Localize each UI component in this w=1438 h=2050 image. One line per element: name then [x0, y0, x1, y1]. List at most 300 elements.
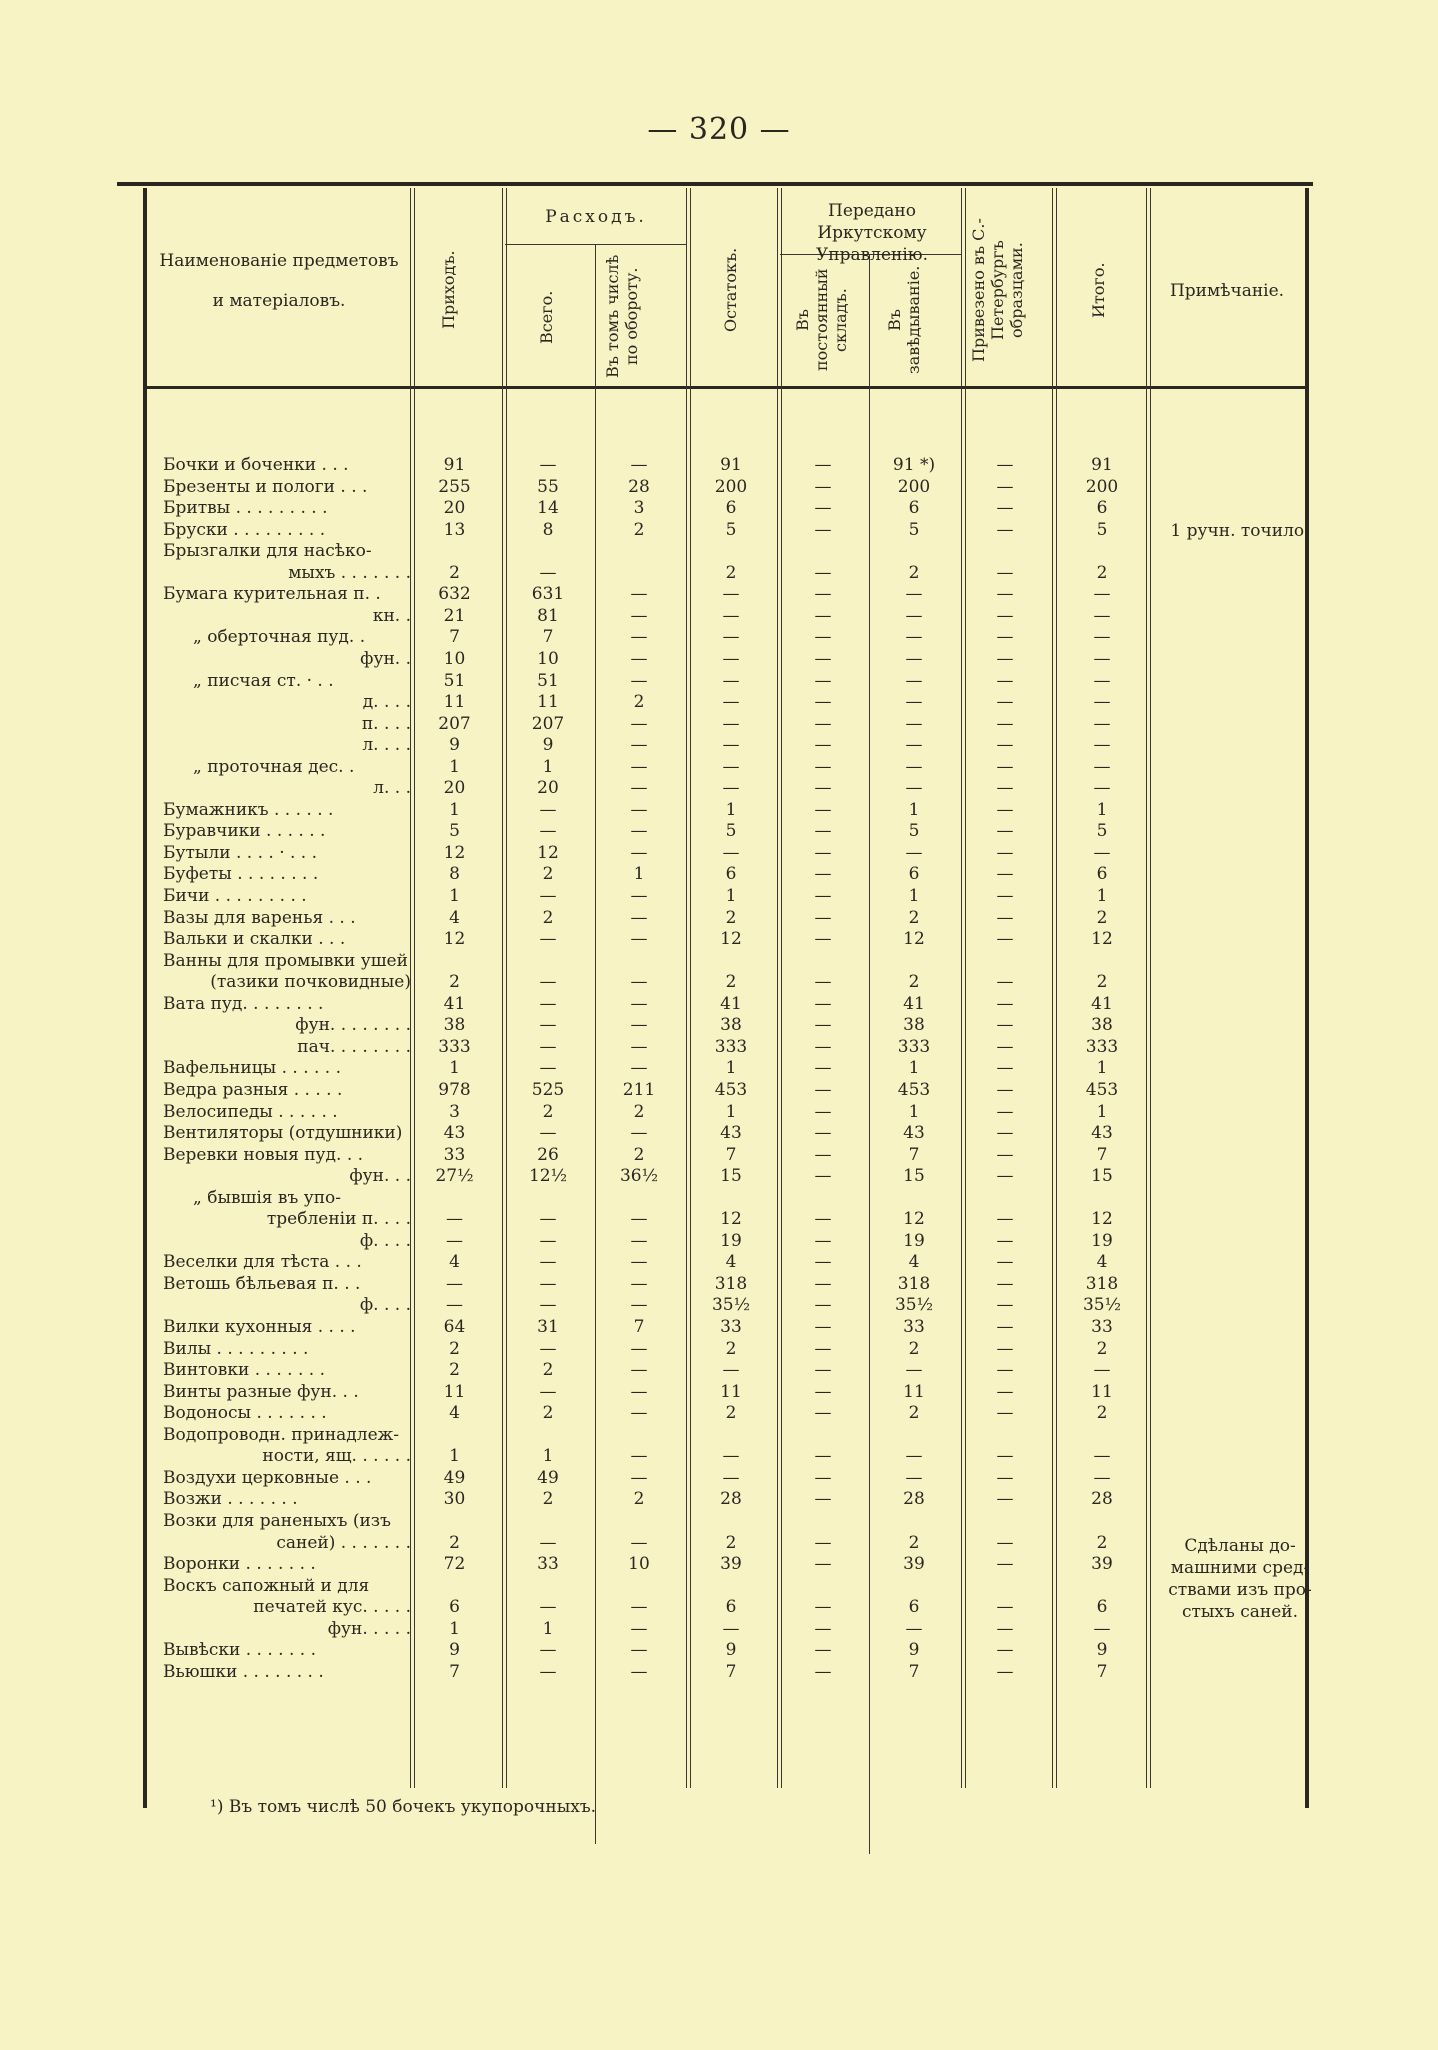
table-cell: —: [996, 1036, 1014, 1057]
item-name: Воскъ сапожный и для: [163, 1575, 370, 1596]
table-cell: —: [630, 821, 648, 842]
table-cell: 43: [720, 1123, 742, 1144]
item-name: Бритвы . . . . . . . . .: [163, 498, 328, 519]
table-cell: 30: [443, 1489, 466, 1510]
item-name: Бруски . . . . . . . . .: [163, 519, 326, 540]
table-cell: —: [630, 1661, 648, 1682]
table-cell: —: [996, 1273, 1014, 1294]
table-row: [0, 1360, 1438, 1381]
table-cell: 2: [908, 907, 920, 928]
table-cell: 6: [1096, 864, 1108, 885]
table-cell: —: [814, 1209, 832, 1230]
table-cell: —: [996, 519, 1014, 540]
table-cell: —: [996, 1618, 1014, 1639]
table-cell: 10: [537, 648, 559, 669]
table-cell: —: [630, 584, 648, 605]
table-cell: —: [814, 519, 832, 540]
item-name: Вывѣски . . . . . . .: [163, 1640, 316, 1661]
table-cell: —: [630, 1597, 648, 1618]
table-cell: 20: [443, 498, 466, 519]
table-row: [0, 908, 1438, 929]
table-cell: 19: [720, 1230, 742, 1251]
table-cell: 35½: [894, 1295, 934, 1316]
table-cell: —: [814, 886, 832, 906]
table-cell: 2: [542, 1489, 554, 1510]
item-name: Возки для раненыхъ (изъ: [163, 1510, 391, 1531]
table-cell: —: [630, 605, 648, 626]
table-cell: —: [814, 1661, 832, 1682]
table-cell: —: [814, 1252, 832, 1273]
table-cell: 11: [903, 1381, 925, 1402]
table-cell: 11: [443, 1381, 466, 1402]
table-cell: —: [539, 455, 557, 475]
table-cell: —: [996, 648, 1014, 669]
table-cell: —: [996, 907, 1014, 928]
table-cell: 7: [449, 1661, 460, 1682]
item-name: Ванны для промывки ушей: [163, 950, 408, 971]
table-cell: 1: [542, 1618, 554, 1639]
table-cell: —: [814, 1273, 832, 1294]
table-cell: —: [905, 648, 923, 669]
item-name: Вентиляторы (отдушники): [163, 1123, 403, 1144]
item-name: л. . .: [373, 778, 411, 799]
table-cell: —: [1093, 692, 1111, 713]
table-cell: 2: [449, 1532, 460, 1553]
table-cell: 9: [542, 735, 554, 756]
table-cell: 35½: [711, 1295, 751, 1316]
table-cell: —: [814, 907, 832, 928]
table-cell: 2: [1096, 562, 1108, 583]
table-cell: 12: [537, 842, 559, 863]
table-cell: —: [814, 756, 832, 777]
table-cell: —: [814, 627, 832, 648]
table-cell: —: [996, 1597, 1014, 1618]
table-cell: —: [814, 1123, 832, 1144]
table-cell: 12: [443, 929, 466, 950]
header-rule: [143, 386, 1309, 389]
table-cell: —: [814, 1640, 832, 1661]
table-cell: 38: [443, 1015, 466, 1036]
table-cell: 4: [449, 907, 460, 928]
item-name: „ проточная дес. .: [193, 756, 355, 777]
table-cell: —: [814, 821, 832, 842]
table-cell: 6: [725, 1597, 737, 1618]
table-row: [0, 1403, 1438, 1424]
table-cell: —: [539, 562, 557, 583]
table-cell: 35½: [1082, 1295, 1122, 1316]
v-zavedyvanie-header: Въ завѣдываніе.: [885, 265, 923, 375]
table-cell: —: [905, 670, 923, 691]
table-cell: —: [1093, 1467, 1111, 1488]
table-cell: 6: [908, 864, 920, 885]
table-cell: —: [996, 929, 1014, 950]
table-cell: —: [905, 842, 923, 863]
table-cell: 28: [903, 1489, 925, 1510]
table-cell: —: [996, 993, 1014, 1014]
table-cell: —: [996, 1079, 1014, 1100]
table-cell: 26: [537, 1144, 559, 1165]
table-cell: 1: [449, 886, 460, 906]
table-cell: 2: [542, 1403, 554, 1424]
table-cell: 2: [1096, 1532, 1108, 1553]
table-cell: 7: [449, 627, 460, 648]
table-cell: 2: [1096, 1403, 1108, 1424]
item-name: Бумага курительная п. .: [163, 584, 381, 605]
table-cell: —: [539, 1058, 557, 1079]
table-cell: 1: [449, 799, 460, 820]
table-cell: —: [996, 1123, 1014, 1144]
table-cell: 12: [720, 1209, 742, 1230]
table-cell: 2: [908, 1403, 920, 1424]
table-cell: 2: [633, 1489, 645, 1510]
item-name: Вата пуд. . . . . . . .: [163, 993, 324, 1014]
table-cell: —: [630, 713, 648, 734]
table-cell: 6: [908, 498, 920, 519]
table-cell: —: [905, 713, 923, 734]
table-cell: —: [996, 886, 1014, 906]
table-cell: —: [1093, 627, 1111, 648]
table-row: [0, 1037, 1438, 1058]
table-cell: —: [630, 648, 648, 669]
item-name: саней) . . . . . . .: [276, 1532, 411, 1553]
item-name: печатей кус. . . . .: [253, 1597, 411, 1618]
table-cell: 978: [438, 1079, 471, 1100]
table-cell: 1: [449, 1446, 460, 1467]
table-cell: —: [446, 1295, 463, 1316]
table-cell: —: [996, 670, 1014, 691]
table-cell: —: [446, 1230, 463, 1251]
table-cell: —: [1093, 778, 1111, 799]
table-cell: —: [539, 993, 557, 1014]
table-cell: —: [996, 498, 1014, 519]
table-cell: —: [722, 1446, 740, 1467]
table-cell: —: [996, 627, 1014, 648]
table-cell: 5: [1096, 519, 1108, 540]
table-cell: —: [996, 1446, 1014, 1467]
table-cell: 6: [1096, 1597, 1108, 1618]
table-cell: —: [996, 455, 1014, 475]
item-name: Бочки и боченки . . .: [163, 455, 349, 475]
table-cell: 2: [449, 972, 460, 993]
table-cell: 33: [720, 1317, 742, 1337]
table-cell: —: [1093, 648, 1111, 669]
table-cell: —: [722, 605, 740, 626]
table-cell: —: [996, 1295, 1014, 1316]
item-name: ф. . . .: [359, 1295, 411, 1316]
table-row: [0, 1640, 1438, 1661]
table-cell: —: [996, 1338, 1014, 1359]
table-cell: —: [814, 1467, 832, 1488]
table-cell: —: [996, 1252, 1014, 1273]
table-cell: 1: [1096, 799, 1108, 820]
name-column-header: [149, 250, 409, 312]
table-cell: —: [996, 1166, 1014, 1187]
item-name: Воздухи церковные . . .: [163, 1467, 372, 1488]
table-cell: —: [814, 778, 832, 799]
item-name: фун. . . . . . . .: [295, 1015, 411, 1036]
table-cell: —: [630, 735, 648, 756]
table-cell: —: [814, 799, 832, 820]
table-cell: —: [905, 605, 923, 626]
table-cell: 2: [449, 1360, 460, 1381]
item-name: Вилки кухонныя . . . .: [163, 1317, 356, 1337]
item-name: Вилы . . . . . . . . .: [163, 1338, 309, 1359]
item-name: Воронки . . . . . . .: [163, 1554, 316, 1575]
table-cell: 8: [449, 864, 460, 885]
table-cell: —: [905, 584, 923, 605]
table-cell: —: [996, 735, 1014, 756]
table-cell: —: [722, 648, 740, 669]
page-number: — 320 —: [647, 112, 791, 147]
table-row: [0, 994, 1438, 1015]
table-cell: 81: [537, 605, 559, 626]
table-cell: 2: [633, 692, 645, 713]
table-row: [0, 649, 1438, 670]
item-name: Вьюшки . . . . . . . .: [163, 1661, 324, 1682]
table-cell: —: [539, 821, 557, 842]
table-cell: —: [1093, 670, 1111, 691]
table-cell: —: [814, 1618, 832, 1639]
table-cell: 12: [443, 842, 466, 863]
table-cell: 5: [908, 519, 920, 540]
table-cell: 318: [897, 1273, 931, 1294]
table-row: [0, 1145, 1438, 1166]
table-cell: —: [722, 692, 740, 713]
table-cell: 7: [1096, 1661, 1108, 1682]
table-cell: —: [722, 1467, 740, 1488]
table-cell: 12: [1091, 929, 1113, 950]
table-cell: —: [996, 713, 1014, 734]
table-row: [0, 541, 1438, 562]
table-cell: —: [814, 1015, 832, 1036]
item-name: л. . . .: [362, 735, 411, 756]
table-cell: —: [905, 778, 923, 799]
item-name: д. . . .: [362, 692, 411, 713]
table-row: [0, 929, 1438, 950]
item-name: „ бывшія въ упо-: [193, 1187, 342, 1208]
table-cell: 5: [449, 821, 460, 842]
table-cell: 2: [908, 1338, 920, 1359]
table-cell: —: [630, 1403, 648, 1424]
table-cell: —: [814, 1532, 832, 1553]
privezeno-header: Привезено въ С.-Петербургъ образцами.: [969, 218, 1026, 362]
item-name: п. . . .: [361, 713, 411, 734]
table-cell: —: [996, 1640, 1014, 1661]
table-cell: —: [630, 1446, 648, 1467]
table-cell: 453: [897, 1079, 931, 1100]
table-cell: 2: [542, 864, 554, 885]
table-cell: —: [814, 1101, 832, 1122]
table-cell: —: [539, 1338, 557, 1359]
table-cell: 2: [725, 1338, 737, 1359]
table-cell: —: [630, 455, 648, 475]
table-cell: 4: [725, 1252, 737, 1273]
table-cell: —: [722, 584, 740, 605]
table-cell: —: [996, 864, 1014, 885]
table-cell: —: [539, 1252, 557, 1273]
name-header-line: и матеріаловъ.: [212, 291, 346, 311]
table-cell: —: [996, 692, 1014, 713]
item-name: ф. . . .: [359, 1230, 411, 1251]
table-cell: 631: [531, 584, 565, 605]
raskhod-header: Расходъ.: [545, 207, 647, 227]
table-cell: —: [630, 1058, 648, 1079]
table-cell: —: [722, 842, 740, 863]
table-row: [0, 1102, 1438, 1123]
table-cell: 318: [1085, 1273, 1119, 1294]
table-cell: 1: [542, 756, 554, 777]
table-row: [0, 627, 1438, 648]
table-cell: —: [814, 476, 832, 497]
table-cell: 2: [1096, 972, 1108, 993]
table-cell: 7: [908, 1144, 920, 1165]
table-cell: 207: [531, 713, 565, 734]
table-cell: —: [630, 1230, 648, 1251]
item-name: фун. . .: [349, 1166, 411, 1187]
table-cell: —: [722, 627, 740, 648]
table-row: [0, 584, 1438, 605]
primechanie-header: Примѣчаніе.: [1169, 281, 1285, 301]
table-cell: —: [814, 972, 832, 993]
table-row: [0, 563, 1438, 584]
table-cell: 1: [725, 799, 737, 820]
top-rule: [117, 182, 1313, 186]
table-cell: 49: [537, 1467, 559, 1488]
table-row: [0, 1468, 1438, 1489]
table-cell: 20: [443, 778, 466, 799]
table-row: [0, 1662, 1438, 1683]
note-line: Сдѣланы до-: [1184, 1535, 1296, 1556]
table-cell: —: [630, 778, 648, 799]
note-line: 1 ручн. точило.: [1170, 520, 1310, 541]
table-cell: —: [1093, 1618, 1111, 1639]
table-cell: —: [630, 1273, 648, 1294]
table-cell: —: [814, 1079, 832, 1100]
table-cell: —: [905, 1360, 923, 1381]
table-cell: 6: [725, 864, 737, 885]
table-row: [0, 1425, 1438, 1446]
table-cell: 333: [1085, 1036, 1119, 1057]
table-cell: 10: [443, 648, 466, 669]
table-cell: 20: [537, 778, 559, 799]
table-cell: —: [996, 1101, 1014, 1122]
table-cell: 5: [1096, 821, 1108, 842]
table-cell: —: [814, 1403, 832, 1424]
table-cell: 64: [443, 1317, 466, 1337]
table-cell: 1: [449, 1618, 460, 1639]
item-name: кн. .: [372, 605, 411, 626]
table-cell: 9: [449, 735, 460, 756]
table-cell: 9: [725, 1640, 737, 1661]
table-row: [0, 972, 1438, 993]
v-tom-chisle-header: Въ томъ числѣ по обороту.: [603, 254, 641, 378]
table-cell: 11: [720, 1381, 742, 1402]
table-cell: —: [996, 562, 1014, 583]
vsego-header: Всего.: [537, 290, 556, 344]
note-text: [1165, 520, 1315, 542]
table-cell: —: [996, 1489, 1014, 1510]
table-cell: —: [905, 1618, 923, 1639]
table-cell: 2: [1096, 1338, 1108, 1359]
table-cell: —: [814, 1381, 832, 1402]
table-cell: 2: [908, 562, 920, 583]
table-cell: —: [539, 1381, 557, 1402]
table-cell: 28: [1091, 1489, 1113, 1510]
item-name: фун. . . . .: [327, 1618, 411, 1639]
table-cell: —: [814, 1317, 832, 1337]
item-name: Вазы для варенья . . .: [163, 907, 356, 928]
table-row: [0, 477, 1438, 498]
table-cell: 2: [725, 907, 737, 928]
table-cell: 10: [628, 1554, 650, 1575]
table-cell: 1: [908, 1101, 920, 1122]
table-cell: —: [1093, 842, 1111, 863]
table-cell: 91: [720, 455, 742, 475]
table-row: [0, 1231, 1438, 1252]
v-postoyanny-header: Въ постоянный складъ.: [793, 268, 850, 372]
table-cell: —: [814, 1144, 832, 1165]
table-cell: —: [539, 1295, 557, 1316]
table-cell: 11: [443, 692, 466, 713]
item-name: ности, ящ. . . . . .: [262, 1446, 411, 1467]
table-cell: 333: [714, 1036, 748, 1057]
table-cell: 91 *): [892, 455, 936, 475]
table-cell: —: [722, 1360, 740, 1381]
table-row: [0, 800, 1438, 821]
item-name: „ оберточная пуд. .: [193, 627, 366, 648]
table-cell: 19: [1091, 1230, 1113, 1251]
table-row: [0, 1339, 1438, 1360]
table-cell: 7: [633, 1317, 645, 1337]
table-cell: 1: [449, 756, 460, 777]
table-row: [0, 735, 1438, 756]
table-row: [0, 1123, 1438, 1144]
table-row: [0, 692, 1438, 713]
table-cell: —: [1093, 584, 1111, 605]
table-cell: —: [905, 1467, 923, 1488]
table-cell: —: [446, 1273, 463, 1294]
table-cell: 2: [1096, 907, 1108, 928]
table-cell: 3: [449, 1101, 460, 1122]
table-cell: 6: [449, 1597, 460, 1618]
table-cell: —: [996, 1554, 1014, 1575]
table-cell: 453: [1085, 1079, 1119, 1100]
table-cell: 9: [1096, 1640, 1108, 1661]
table-cell: 8: [542, 519, 554, 540]
table-cell: —: [630, 1360, 648, 1381]
table-cell: 200: [1085, 476, 1119, 497]
table-cell: 1: [542, 1446, 554, 1467]
table-cell: —: [996, 799, 1014, 820]
table-cell: 5: [725, 821, 737, 842]
table-cell: —: [996, 1230, 1014, 1251]
table-cell: —: [630, 1381, 648, 1402]
table-cell: 27½: [435, 1166, 474, 1187]
table-cell: —: [539, 1123, 557, 1144]
table-cell: —: [722, 756, 740, 777]
table-cell: —: [630, 1123, 648, 1144]
item-name: Водоносы . . . . . . .: [163, 1403, 327, 1424]
table-cell: 72: [443, 1554, 466, 1575]
table-cell: 6: [1096, 498, 1108, 519]
table-row: [0, 1080, 1438, 1101]
table-cell: 15: [903, 1166, 925, 1187]
item-name: Бумажникъ . . . . . .: [163, 799, 334, 820]
table-cell: 2: [542, 1360, 554, 1381]
table-cell: 9: [908, 1640, 920, 1661]
table-cell: 31: [537, 1317, 559, 1337]
table-cell: 1: [633, 864, 645, 885]
